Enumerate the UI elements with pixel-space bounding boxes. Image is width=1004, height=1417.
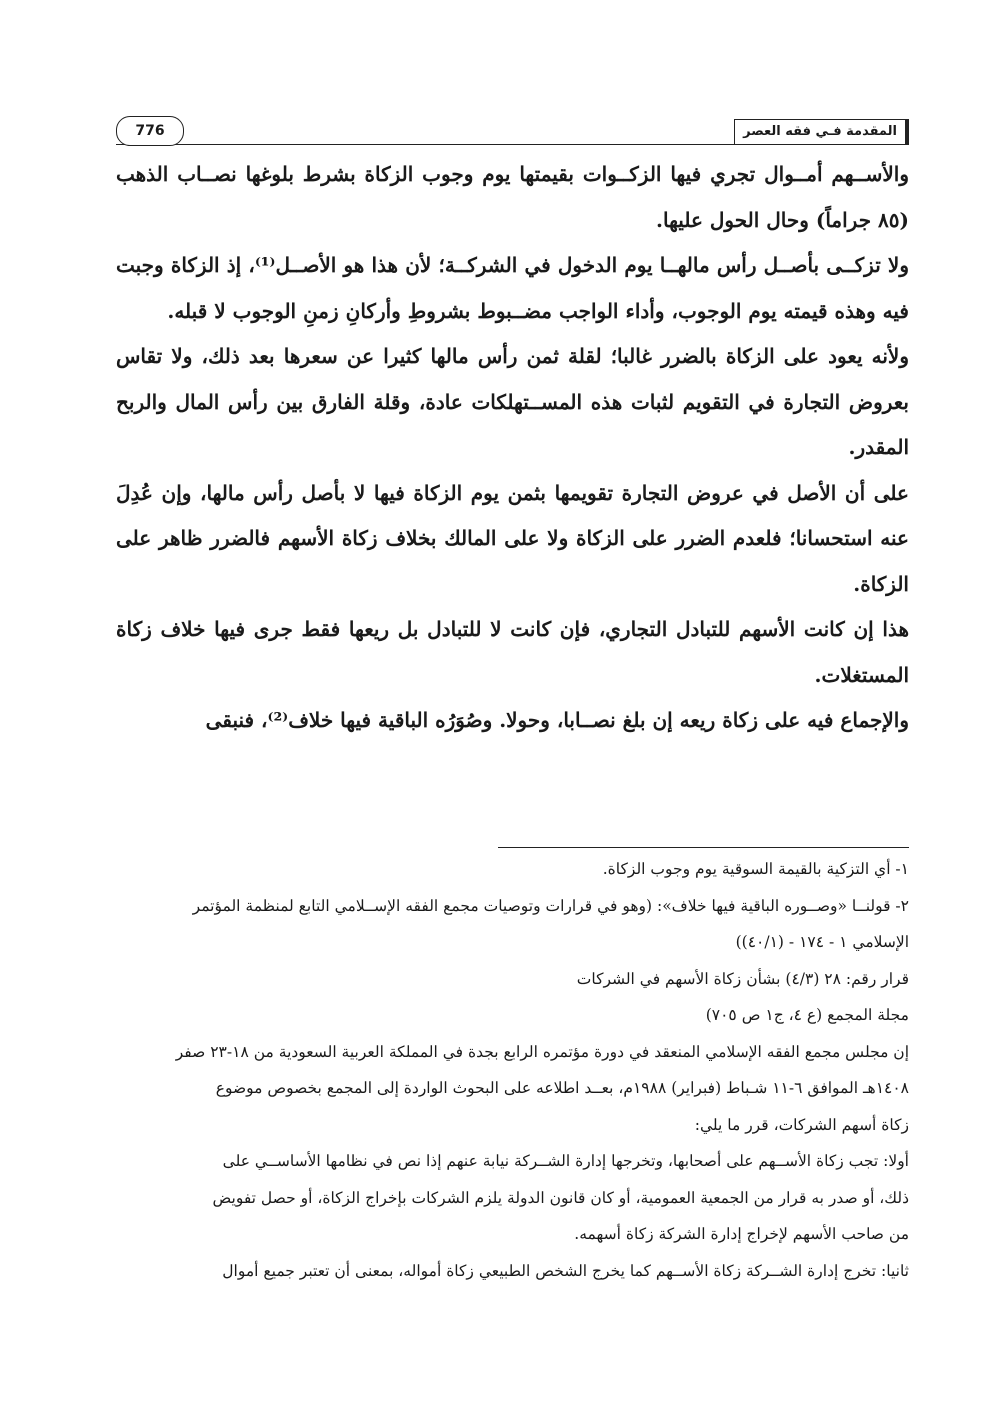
body-paragraph: هذا إن كانت الأسهم للتبادل التجاري، فإن كانت لا للتبادل بل ريعها فقط جرى فيها خلاف زكاة المستغلات. xyxy=(116,617,909,687)
footnote-line: ثانيا: تخرج إدارة الشــركة زكاة الأســهم كما يخرج الشخص الطبيعي زكاة أمواله، بمعنى أن تعتبر جميع أموال xyxy=(222,1261,909,1280)
body-paragraph: ولأنه يعود على الزكاة بالضرر غالبا؛ لقلة ثمن رأس مالها كثيرا عن سعرها بعد ذلك، ولا تقاس بعروض التجارة في التقويم لثبات هذه المســتهلكات عادة، وقلة الفارق بين رأس المال والربح المقدر. xyxy=(116,344,909,459)
footnote-line: ذلك، أو صدر به قرار من الجمعية العمومية، أو كان قانون الدولة يلزم الشركات بإخراج الزكاة، أو حصل تفويض xyxy=(212,1188,909,1207)
footnote-line: ١٤٠٨هـ الموافق ٦-١١ شـباط (فبراير) ١٩٨٨م، بعــد اطلاعه على البحوث الواردة إلى المجمع بخصوص موضوع xyxy=(215,1079,909,1097)
footnote-separator xyxy=(498,847,909,848)
body-paragraph: والأســهم أمــوال تجري فيها الزكــوات بقيمتها يوم وجوب الزكاة بشرط بلوغها نصــاب الذهب (٨٥ جراماً) وحال الحول عليها. xyxy=(116,162,909,232)
footnote-line: من صاحب الأسهم لإخراج إدارة الشركة زكاة أسهمه. xyxy=(574,1225,909,1243)
footnote-line: زكاة أسهم الشركات، قرر ما يلي: xyxy=(694,1115,909,1134)
book-title: المقدمة فـي فقه العصر xyxy=(734,119,909,145)
footnote-line: قرار رقم: ٢٨ (٤/٣) بشأن زكاة الأسهم في الشركات xyxy=(576,969,909,988)
body-paragraph: والإجماع فيه على زكاة ريعه إن بلغ نصــابا، وحولا. وصُوَرُه الباقية فيها خلاف⁽²⁾، فنبقى xyxy=(205,708,909,732)
footnotes xyxy=(116,847,909,1289)
body-paragraph: على أن الأصل في عروض التجارة تقويمها بثمن يوم الزكاة فيها لا بأصل رأس مالها، وإن عُدِلَ عنه استحسانا؛ فلعدم الضرر على الزكاة ولا على المالك بخلاف زكاة الأسهم فالضرر ظاهر على الزكاة. xyxy=(116,480,909,596)
footnote-line: مجلة المجمع (ع ٤، ج١ ص ٧٠٥) xyxy=(705,1006,909,1024)
main-text xyxy=(116,152,909,744)
page-number: 776 xyxy=(116,116,184,146)
footnote-line: الإسلامي ١ - ١٧٤ - (٤٠/١)) xyxy=(735,933,909,951)
footnote-line: إن مجلس مجمع الفقه الإسلامي المنعقد في دورة مؤتمره الرابع بجدة في المملكة العربية السعودية من ١٨-٢٣ صفر xyxy=(175,1042,909,1061)
running-header xyxy=(116,116,909,146)
footnote-line: ١- أي التزكية بالقيمة السوقية يوم وجوب الزكاة. xyxy=(602,860,909,878)
footnote-line: ٢- قولنــا «وصــوره الباقية فيها خلاف»: (وهو في قرارات وتوصيات مجمع الفقه الإســلامي التابع لمنظمة المؤتمر xyxy=(192,896,909,915)
body-paragraph: ولا تزكــى بأصــل رأس مالهــا يوم الدخول في الشركــة؛ لأن هذا هو الأصــل⁽¹⁾، إذ الزكاة وجبت فيه وهذه قيمته يوم الوجوب، وأداء الواجب مضــبوط بشروطِ وأركانِ زمنِ الوجوب لا قبله. xyxy=(116,253,909,323)
footnote-line: أولا: تجب زكاة الأســهم على أصحابها، وتخرجها إدارة الشــركة نيابة عنهم إذا نص في نظامها الأساســي على xyxy=(222,1152,909,1170)
